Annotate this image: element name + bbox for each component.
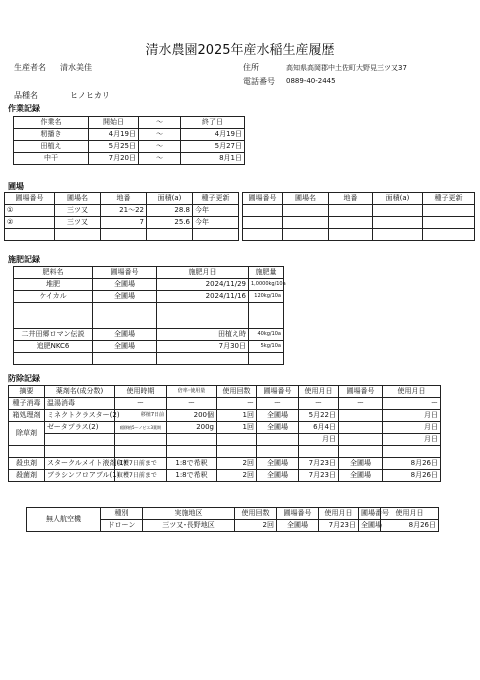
header-cell: 圃場番号 [339,386,383,398]
cell: 7月20日 [89,153,139,165]
field-table-right [242,192,475,241]
table-row [243,229,475,241]
header-cell: 圃場番号 [243,193,283,205]
cell: 4月19日 [89,129,139,141]
cell: 全圃場 [257,458,299,470]
table-row [9,386,441,398]
cell: 全圃場 [93,291,157,303]
cell: 殺虫剤 [9,458,45,470]
cell: 全圃場 [93,341,157,353]
cell: 稲移植5〜ノビエ3葉期 [115,422,167,434]
cell [339,410,383,422]
table-row [9,410,441,422]
cell: 今年 [193,217,239,229]
cell: ー [383,398,441,410]
work-table [13,116,245,165]
cell: 堆肥 [14,279,93,291]
cell: 4月19日 [181,129,245,141]
variety-label: 品種名 [14,91,38,100]
cell: 6月4日 [299,422,339,434]
cell: 全圃場 [257,410,299,422]
header-cell: 圃場番号 [5,193,55,205]
cell: 7月23日 [319,520,359,532]
cell: 21～22 [101,205,147,217]
header-cell: 倍率･使用量 [167,386,217,398]
table-row [14,291,284,303]
address-label: 住所 [243,63,259,72]
header-cell: 使用月日 [383,386,441,398]
cell: ブラシンフロアブル(1) [45,470,115,482]
header-cell: 圃場番号 [257,386,299,398]
cell: 温湯消毒 [45,398,115,410]
table-row [14,353,284,365]
header-cell: 肥料名 [14,267,93,279]
cell: 25.6 [147,217,193,229]
cell: 40kg/10a [249,329,284,341]
cell: 2回 [235,520,277,532]
address-value: 高知県高岡郡中土佐町大野見三ツ又37 [286,64,407,72]
table-row [14,341,284,353]
field-table-left [4,192,239,241]
header-cell: 作業名 [14,117,89,129]
cell: 殺菌剤 [9,470,45,482]
cell: 8月26日 [381,520,439,532]
table-row [9,422,441,434]
table-row [243,205,475,217]
cell [339,422,383,434]
cell: 全圃場 [339,458,383,470]
cell: 7月30日 [157,341,249,353]
cell: 田植え [14,141,89,153]
header-cell: 使用月日 [319,508,359,520]
cell: 120kg/10a [249,291,284,303]
table-row [27,508,439,520]
header-cell: 地番 [329,193,373,205]
table-row [243,217,475,229]
cell: ー [299,398,339,410]
table-row [9,398,441,410]
cell: 田植え時 [157,329,249,341]
variety-value: ヒノヒカリ [70,91,110,100]
cell: ① [5,205,55,217]
cell: ドローン [101,520,143,532]
cell: ミネクトクラスター(2) [45,410,115,422]
cell: 8月26日 [383,470,441,482]
cell: 全圃場 [277,520,319,532]
table-row [14,279,284,291]
header-cell: 種子更新 [193,193,239,205]
cell: 1:8で希釈 [167,458,217,470]
cell: 月日 [299,434,339,446]
cell: 2024/11/16 [157,291,249,303]
header-cell: 圃場名 [55,193,101,205]
header-cell: 使用時期 [115,386,167,398]
cell: 200g [167,422,217,434]
cell: ー [257,398,299,410]
cell: ケイカル [14,291,93,303]
table-row [14,153,245,165]
header-cell: 種別 [101,508,143,520]
cell: 二井田郷ロマン伝説 [14,329,93,341]
cell: 7 [101,217,147,229]
header-cell: 圃場名 [283,193,329,205]
fert-table [13,266,284,365]
cell: 箱処理剤 [9,410,45,422]
table-row [9,434,441,446]
cell: 1:8で希釈 [167,470,217,482]
table-row [5,217,239,229]
producer-label: 生産者名 [14,63,46,72]
cell: 月日 [383,422,441,434]
drone-table [26,507,439,532]
header-cell: 使用月日 [381,508,439,520]
cell: 1回 [217,422,257,434]
cell: 今年 [193,205,239,217]
header-cell: 薬剤名(成分数) [45,386,115,398]
cell: 籾播き [14,129,89,141]
cell: ゼータプラス(2) [45,422,115,434]
cell: 全圃場 [359,520,381,532]
cell: 収穫7日前まで [115,470,167,482]
cell: 28.8 [147,205,193,217]
header-cell: 実施地区 [143,508,235,520]
header-cell: 終了日 [181,117,245,129]
header-cell: 種子更新 [423,193,475,205]
header-cell: 面積(a) [147,193,193,205]
cell: 2024/11/29 [157,279,249,291]
cell: 2回 [217,470,257,482]
cell: 5kg/10a [249,341,284,353]
header-cell: 使用回数 [235,508,277,520]
table-row [9,458,441,470]
table-row [14,129,245,141]
table-row [14,329,284,341]
phone-value: 0889-40-2445 [286,77,336,85]
cell: 移植7日前 [115,410,167,422]
header-cell: 開始日 [89,117,139,129]
cell: 全圃場 [339,470,383,482]
cell: 2回 [217,458,257,470]
phone-label: 電話番号 [243,77,275,86]
pest-heading: 防除記録 [8,374,40,383]
cell: ～ [139,153,181,165]
cell: 7月23日 [299,458,339,470]
cell: 月日 [383,410,441,422]
table-row [9,446,441,458]
table-row [9,470,441,482]
cell: 全圃場 [93,329,157,341]
cell: 7月23日 [299,470,339,482]
cell: 種子消毒 [9,398,45,410]
cell: 1,0000kg/10a [249,279,284,291]
cell: 5月25日 [89,141,139,153]
cell: ー [339,398,383,410]
table-row [14,117,245,129]
header-cell: 施肥量 [249,267,284,279]
header-cell: 面積(a) [373,193,423,205]
cell: スタークルメイト液剤(1) [45,458,115,470]
header-cell: 施肥月日 [157,267,249,279]
cell: 全圃場 [257,470,299,482]
table-row [243,193,475,205]
header-cell: 地番 [101,193,147,205]
table-row [5,193,239,205]
page-title: 清水農園2025年産水稲生産履歴 [145,43,335,58]
header-cell: 摘要 [9,386,45,398]
table-row [5,205,239,217]
cell: ② [5,217,55,229]
header-cell: 圃場番号 [277,508,319,520]
table-row [5,229,239,241]
cell: 8月1日 [181,153,245,165]
field-heading: 圃場 [8,182,24,191]
work-heading: 作業記録 [8,104,40,113]
cell: ー [115,398,167,410]
cell: 三ツ又･長野地区 [143,520,235,532]
cell: 200個 [167,410,217,422]
cell: ～ [139,129,181,141]
cell: 追肥NKC6 [14,341,93,353]
cell: 5月27日 [181,141,245,153]
cell: ー [167,398,217,410]
producer-name: 清水美佳 [60,63,92,72]
table-row [14,141,245,153]
cell: 5月22日 [299,410,339,422]
cell: 全圃場 [93,279,157,291]
fert-heading: 施肥記録 [8,255,40,264]
header-cell: ～ [139,117,181,129]
cell: ー [217,398,257,410]
cell: 月日 [383,434,441,446]
header-cell: 使用月日 [299,386,339,398]
cell: 中干 [14,153,89,165]
table-row [14,303,284,329]
cell: ～ [139,141,181,153]
cell: 除草剤 [9,422,45,446]
cell: 三ツ又 [55,205,101,217]
cell: 収穫7日前まで [115,458,167,470]
drone-label: 無人航空機 [27,508,101,532]
cell: 全圃場 [257,422,299,434]
cell: 8月26日 [383,458,441,470]
pest-table [8,385,441,482]
cell: 三ツ又 [55,217,101,229]
cell: 1回 [217,410,257,422]
header-cell: 圃場番号 [359,508,381,520]
header-cell: 圃場番号 [93,267,157,279]
table-row [14,267,284,279]
header-cell: 使用回数 [217,386,257,398]
